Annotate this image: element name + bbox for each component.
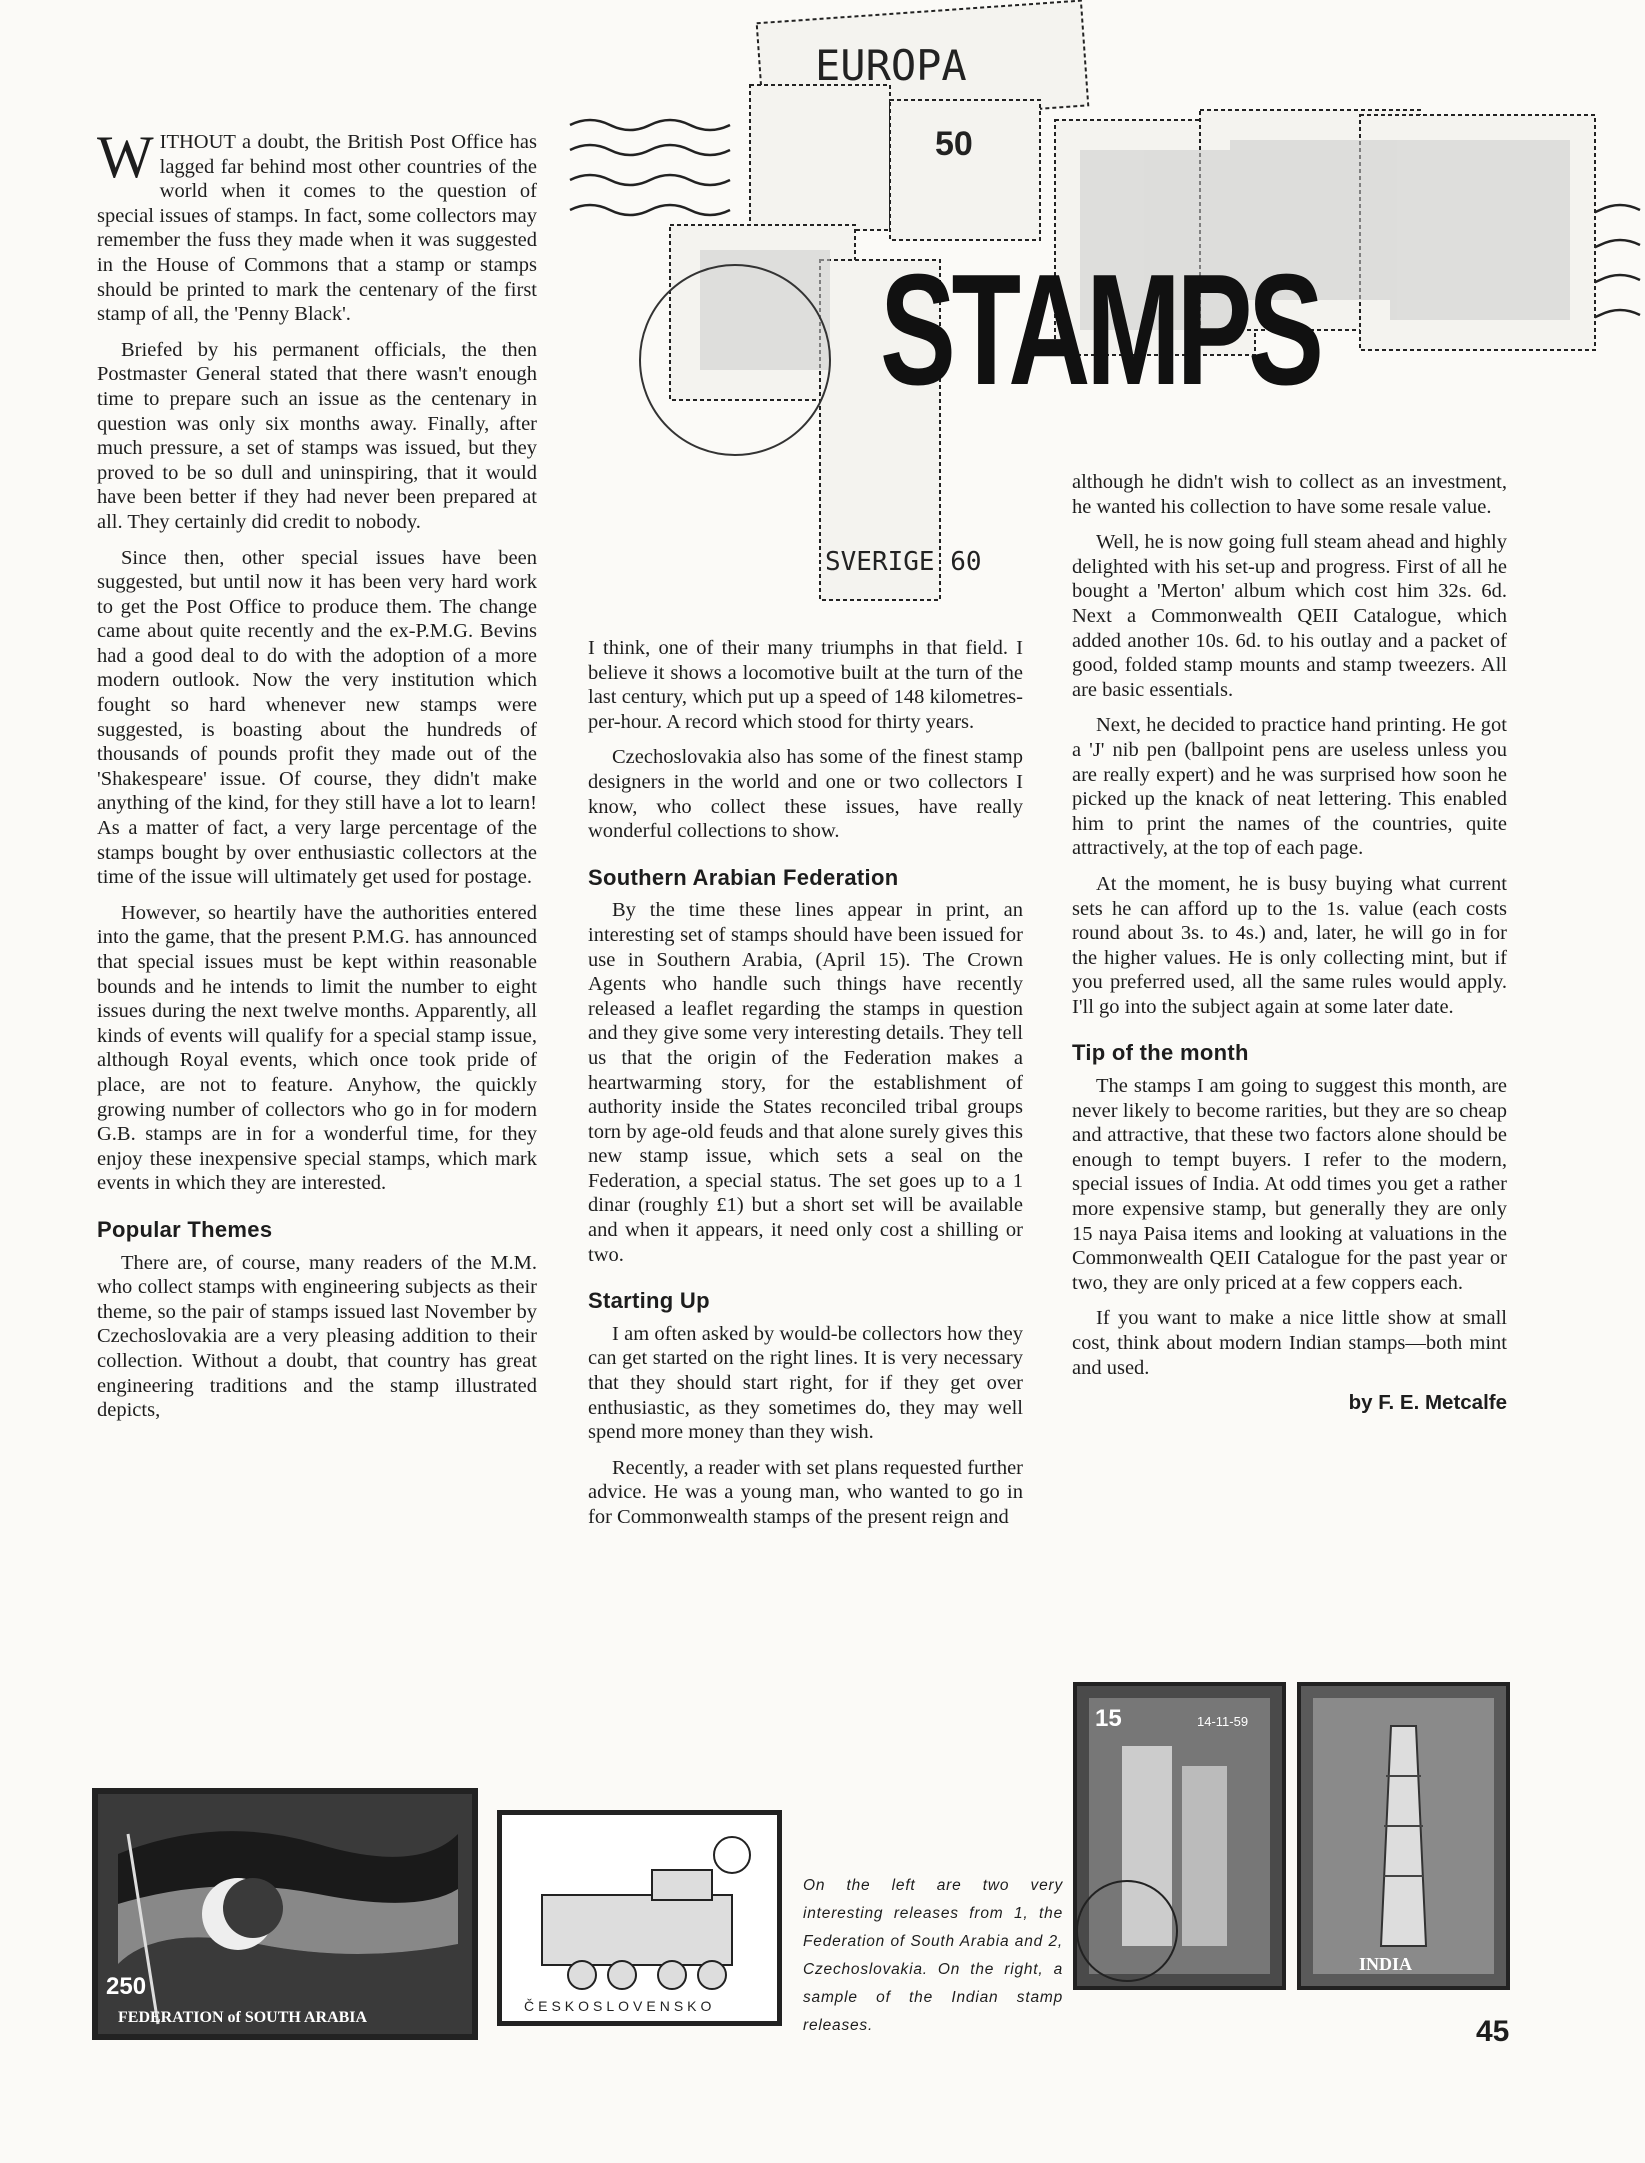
india-stamp-2-image: [1297, 1682, 1510, 1990]
paragraph: At the moment, he is busy buying what current sets he can afford up to the 1s. value (each costs round about 3s. to 4s.) and, later, he will go in for the higher values. He is only collecting mint, but if you preferred used, all the same rules would apply. I'll go into the subject again at some later date.: [1072, 872, 1507, 1018]
stamp-date: 14-11-59: [1197, 1714, 1249, 1729]
paragraph: The stamps I am going to suggest this month, are never likely to become rarities, but they are so cheap and attractive, that these two factors alone should be enough to tempt buyers. I refer to the modern, special issues of India. At odd times you get a rather more expensive stamp, but generally they are only 15 naya Paisa items and looking at valuations in the Commonwealth QEII Catalogue for the past year or two, they are only priced at a few coppers each.: [1072, 1075, 1507, 1294]
stamp-value: 15: [1095, 1705, 1122, 1732]
paragraph: Briefed by his permanent officials, the then Postmaster General stated that there wasn't enough time to prepare such an issue as the centenary in question was only six months away. Finally, after much pressure, a set of stamps was issued, but they proved to be so dull and uninspiring, that it would have been better if they had never been prepared at all. They certainly did credit to nobody.: [97, 338, 537, 533]
column-3: [1072, 470, 1507, 1416]
paragraph: By the time these lines appear in print, an interesting set of stamps should have been issued for use in Southern Arabia, (April 15). The Crown Agents who handle such things have recently released a leaflet regarding the stamps in question and they give some very interesting details. They tell us that the origin of the Federation makes a heartwarming story, for the establishment of authority inside the States reconciled tribal groups torn by age-old feuds and that alone surely gives this new stamp issue, which sets a seal on the Federation, a special status. The set goes up to a 1 dinar (roughly £1) but a short set will be available and when it appears, it need only cost a shilling or two.: [588, 899, 1023, 1266]
subheading-tip-of-the-month: Tip of the month: [1072, 1040, 1249, 1066]
subheading-popular-themes: Popular Themes: [97, 1216, 273, 1242]
stamp-country-label: ČESKOSLOVENSKO: [524, 1998, 716, 2014]
drop-cap: W: [97, 124, 154, 190]
sverige-stamp-text: SVERIGE 60: [825, 547, 982, 577]
subheading-starting-up: Starting Up: [588, 1288, 710, 1314]
stamp-value-text: 50: [935, 125, 973, 163]
page-number: 45: [1476, 2015, 1510, 2048]
paragraph: Recently, a reader with set plans requested further advice. He was a young man, who wanted to go in for Commonwealth stamps of the present reign and: [588, 1456, 1023, 1528]
paragraph: although he didn't wish to collect as an investment, he wanted his collection to have some resale value.: [1072, 471, 1507, 518]
stamp-value: 250: [106, 1973, 147, 2000]
india-stamp-1-image: [1073, 1682, 1286, 1990]
intro-paragraph: [97, 124, 537, 327]
paragraph: Well, he is now going full steam ahead and highly delighted with his set-up and progress. First of all he bought a 'Merton' album which cost him 32s. 6d. Next a Commonwealth QEII Catalogue, which added another 10s. 6d. to his outlay and a packet of good, folded stamp mounts and stamp tweezers. All are basic essentials.: [1072, 531, 1507, 701]
paragraph: If you want to make a nice little show at small cost, think about modern Indian stamps—both mint and used.: [1072, 1307, 1507, 1379]
subheading-southern-arabian-federation: Southern Arabian Federation: [588, 864, 899, 890]
europa-stamp-text: EUROPA: [815, 41, 967, 90]
paragraph: I am often asked by would-be collectors how they can get started on the right lines. It is very necessary that they should start right, for if they get over enthusiastic, as they sometimes do, they may well spend more money than they wish.: [588, 1322, 1023, 1444]
south-arabia-stamp-image: [92, 1788, 478, 2040]
page-title: STAMPS: [880, 242, 1320, 418]
intro-text: ITHOUT a doubt, the British Post Office has lagged far behind most other countries of the world when it comes to the question of special issues of stamps. In fact, some collectors may remember the fuss they made when it was suggested in the House of Commons that a stamp or stamps should be printed to mark the centenary of the first stamp of all, the 'Penny Black'.: [97, 131, 537, 326]
stamp-country-label: INDIA: [1359, 1954, 1413, 1974]
stamp-country-label: FEDERATION of SOUTH ARABIA: [118, 2009, 368, 2026]
image-caption: On the left are two very interesting releases from 1, the Federation of South Arabia and 2, Czechoslovakia. On the right, a sample of the Indian stamp releases.: [803, 1877, 1063, 2034]
byline: by F. E. Metcalfe: [1348, 1391, 1507, 1415]
paragraph: There are, of course, many readers of the M.M. who collect stamps with engineering subjects as their theme, so the pair of stamps issued last November by Czechoslovakia are a very pleasing addition to their collection. Without a doubt, that country has great engineering traditions and the stamp illustrated depicts,: [97, 1251, 537, 1422]
paragraph: Czechoslovakia also has some of the finest stamp designers in the world and one or two collectors I know, who collect these issues, have really wonderful collections to show.: [588, 746, 1023, 843]
czechoslovakia-stamp-image: [497, 1810, 782, 2026]
paragraph: However, so heartily have the authorities entered into the game, that the present P.M.G. has announced that special issues must be kept within reasonable bounds and he intends to limit the number to eight issues during the next twelve months. Apparently, all kinds of events will qualify for a special stamp issue, although Royal events, which once took pride of place, are not to feature. Anyhow, the quickly growing number of collectors who go in for modern G.B. stamps are in for a wonderful time, for they enjoy these inexpensive special stamps, which mark events in which they are interested.: [97, 901, 537, 1195]
paragraph: Next, he decided to practice hand printing. He got a 'J' nib pen (ballpoint pens are useless unless you are really expert) and he was surprised how soon he picked up the knack of neat lettering. This enabled him to print the names of the countries, quite attractively, at the top of each page.: [1072, 714, 1507, 860]
paragraph: Since then, other special issues have been suggested, but until now it has been very hard work to get the Post Office to produce them. The change came about quite recently and the ex-P.M.G. Bevins had a good deal to do with the adoption of a more modern outlook. Now the very institution which fought so hard whenever new stamps were suggested, is boasting about the hundreds of thousands of pounds profit they made out of the 'Shakespeare' issue. Of course, they didn't make anything of the kind, for they still have a lot to learn! As a matter of fact, a very large percentage of the stamps bought by over enthusiastic collectors at the time of the issue will ultimately get used for postage.: [97, 546, 537, 889]
paragraph: I think, one of their many triumphs in that field. I believe it shows a locomotive built at the turn of the last century, which put up a speed of 148 kilometres-per-hour. A record which stood for thirty years.: [588, 637, 1023, 733]
column-1: [97, 124, 537, 1434]
column-2: [588, 636, 1023, 1541]
